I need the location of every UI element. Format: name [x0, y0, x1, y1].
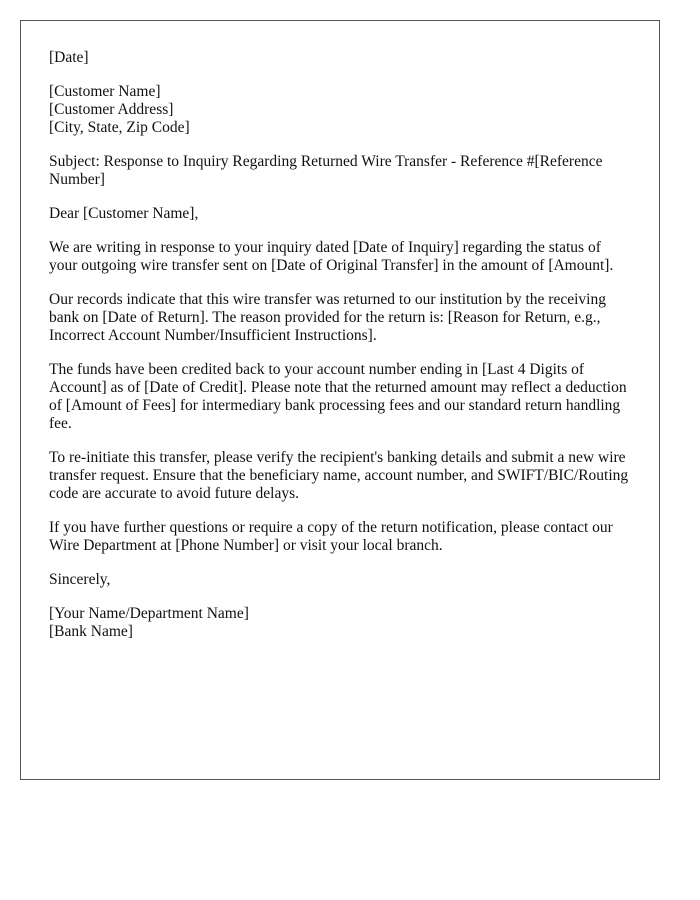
body-paragraph-return-reason: Our records indicate that this wire transfer was returned to our institution by the receiving bank on [Date of Return]. The reason provided for the return is: [Reason for Return, e.g., Incorrect Account Number/Insufficient Instructions]. [49, 291, 606, 344]
letter-date: [Date] [49, 49, 89, 66]
body-paragraph-contact: If you have further questions or require a copy of the return notification, please contact our Wire Department at [Phone Number] or visit your local branch. [49, 519, 613, 554]
recipient-name: [Customer Name] [49, 83, 161, 100]
recipient-address: [Customer Address] [49, 101, 174, 118]
body-paragraph-reinitiate: To re-initiate this transfer, please verify the recipient's banking details and submit a new wire transfer request. Ensure that the beneficiary name, account number, and SWIFT/BIC/Routing code are accurate to avoid future delays. [49, 449, 629, 502]
letter-subject: Subject: Response to Inquiry Regarding Returned Wire Transfer - Reference #[Reference Number] [49, 153, 603, 188]
letter-closing: Sincerely, [49, 571, 111, 588]
letter-salutation: Dear [Customer Name], [49, 205, 199, 222]
signature-name: [Your Name/Department Name] [49, 605, 249, 622]
recipient-address-block [49, 83, 633, 137]
body-paragraph-inquiry: We are writing in response to your inquiry dated [Date of Inquiry] regarding the status of your outgoing wire transfer sent on [Date of Original Transfer] in the amount of [Amount]. [49, 239, 614, 274]
letter-page [20, 20, 660, 780]
recipient-city-state-zip: [City, State, Zip Code] [49, 119, 190, 136]
signature-block [49, 605, 633, 641]
signature-bank: [Bank Name] [49, 623, 133, 640]
body-paragraph-credit: The funds have been credited back to your account number ending in [Last 4 Digits of Account] as of [Date of Credit]. Please note that the returned amount may reflect a deduction of [Amount of Fees] for intermediary bank processing fees and our standard return handling fee. [49, 361, 627, 432]
